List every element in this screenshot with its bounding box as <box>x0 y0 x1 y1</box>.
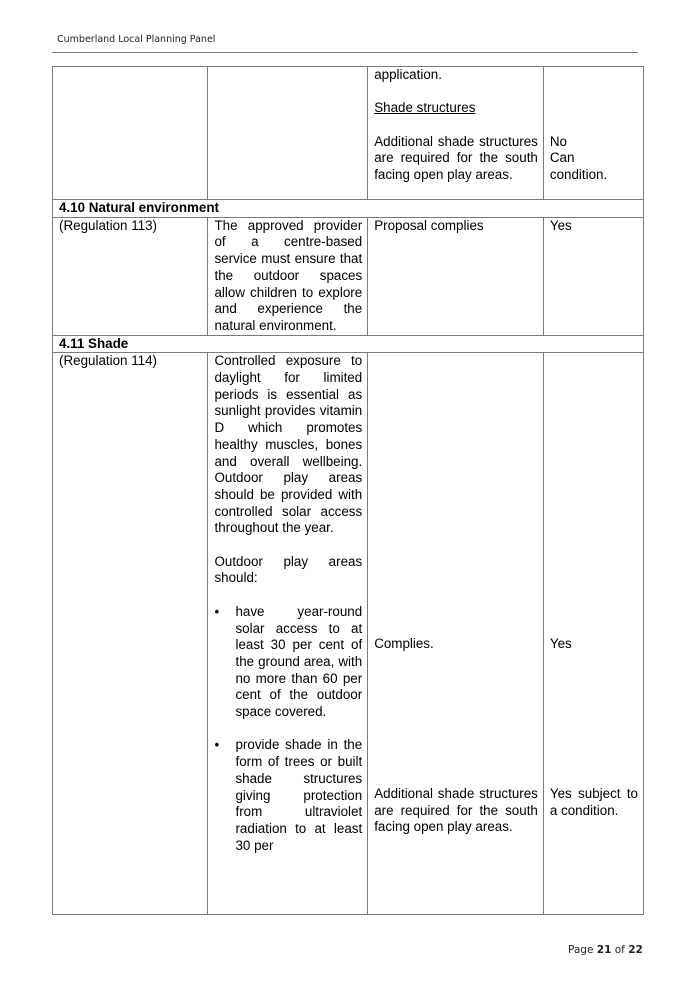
assessment-text: Additional shade structures are required for the south facing open play areas. <box>374 133 538 183</box>
compliance-text: Can condition. <box>549 150 608 183</box>
section-title: 4.11 Shade <box>53 335 644 353</box>
section-title: 4.10 Natural environment <box>53 200 644 218</box>
section-header-row <box>53 335 644 353</box>
list-item-text: provide shade in the form of trees or built shade structures giving protection from ultraviolet radiation to at least 30 per <box>235 737 363 853</box>
ref-cell: (Regulation 113) <box>53 217 208 335</box>
list-item-text: have year-round solar access to at least 30 per cent of the ground area, with no more than 60 per cent of the outdoor space covered. <box>235 603 363 720</box>
requirement-cell <box>208 353 368 915</box>
assessment-table <box>52 66 644 915</box>
requirement-text: Controlled exposure to daylight for limited periods is essential as sunlight provides vitamin D which promotes healthy muscles, bones and overall wellbeing. Outdoor play areas should be provided with controlled solar access throughout the year. <box>214 353 363 536</box>
assessment-text: Additional shade structures are required for the south facing open play areas. <box>374 786 538 835</box>
page-current: 21 <box>596 944 612 956</box>
shade-structures-subheading: Shade structures <box>374 100 476 116</box>
table-row <box>53 217 644 335</box>
compliance-cell <box>543 67 643 200</box>
assessment-text: application. <box>374 67 442 82</box>
compliance-text: Yes <box>549 636 572 652</box>
requirement-text: Outdoor play areas should: <box>214 553 363 586</box>
section-header-row <box>53 200 644 218</box>
table-row <box>53 67 644 200</box>
page-total: 22 <box>628 944 643 956</box>
assessment-cell: Proposal complies <box>368 217 544 335</box>
assessment-cell <box>368 67 544 200</box>
header-title: Cumberland Local Planning Panel <box>57 34 216 45</box>
list-item <box>214 737 362 854</box>
requirement-cell <box>208 67 368 200</box>
assessment-text: Complies. <box>374 636 434 652</box>
header-divider <box>52 52 638 53</box>
assessment-cell <box>368 353 544 915</box>
compliance-cell <box>543 353 643 915</box>
bullet-icon: • <box>214 737 220 753</box>
page-of-label: of <box>614 944 625 956</box>
compliance-text: No <box>549 133 567 149</box>
ref-cell: (Regulation 114) <box>53 353 208 915</box>
ref-cell <box>53 67 208 200</box>
compliance-cell: Yes <box>543 217 643 335</box>
bullet-icon: • <box>214 603 220 619</box>
page-label: Page <box>568 944 594 956</box>
requirement-cell: The approved provider of a centre-based service must ensure that the outdoor spaces allow children to explore and experience the natural environment. <box>208 217 368 335</box>
page-number <box>568 944 643 956</box>
compliance-text: Yes subject to a condition. <box>549 786 638 818</box>
table-row <box>53 353 644 915</box>
list-item <box>214 604 362 721</box>
